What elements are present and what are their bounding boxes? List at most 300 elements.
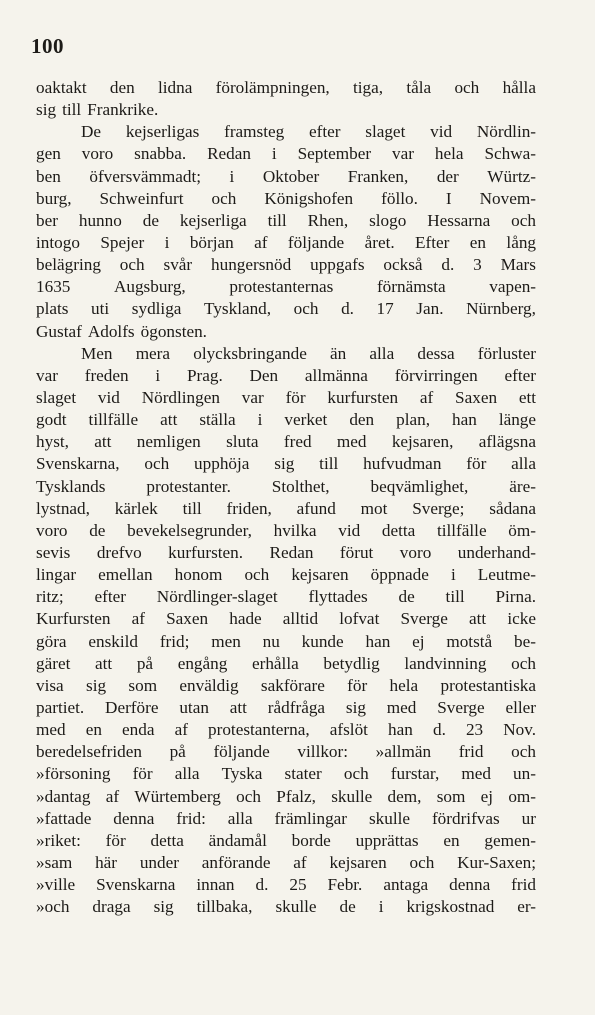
word: Leutme- bbox=[477, 565, 537, 585]
word: hela bbox=[389, 675, 419, 695]
word: Frankrike. bbox=[87, 100, 159, 120]
word: på bbox=[169, 742, 186, 762]
word: den bbox=[349, 410, 375, 430]
word: Den bbox=[249, 365, 279, 385]
word: I bbox=[445, 188, 452, 208]
word: tillfälle bbox=[436, 520, 487, 540]
word: frid bbox=[511, 875, 536, 895]
word: till bbox=[267, 210, 287, 230]
word: partiet. bbox=[36, 697, 85, 717]
word: frid bbox=[458, 742, 484, 762]
word: början bbox=[189, 232, 234, 252]
word: under bbox=[139, 852, 179, 872]
word: sig bbox=[274, 454, 295, 474]
word: öm- bbox=[508, 520, 536, 540]
word: mera bbox=[135, 343, 171, 363]
word: hyst, bbox=[36, 432, 69, 452]
word: verket bbox=[284, 410, 328, 430]
text-line bbox=[36, 476, 536, 498]
word: förluster bbox=[477, 343, 537, 363]
word: Svenskarna bbox=[96, 875, 176, 895]
word: uppgafs bbox=[310, 255, 365, 275]
word: 23 bbox=[465, 720, 484, 740]
word: Jan. bbox=[416, 299, 444, 319]
word: hvilka bbox=[273, 520, 317, 540]
word: stater bbox=[284, 764, 322, 784]
text-line bbox=[36, 608, 536, 630]
word: han bbox=[452, 410, 477, 430]
word: framsteg bbox=[224, 122, 285, 142]
word: »dantag bbox=[36, 786, 91, 806]
word: Nov. bbox=[503, 720, 537, 740]
word: Nürnberg, bbox=[466, 299, 536, 319]
word: i bbox=[155, 365, 161, 385]
word: att bbox=[95, 653, 113, 673]
word: eller bbox=[505, 697, 537, 717]
word: voro bbox=[81, 144, 114, 164]
word: bevekelsegrunder, bbox=[127, 520, 252, 540]
word: med bbox=[36, 720, 66, 740]
word: protestantiska bbox=[440, 675, 536, 695]
word: i bbox=[229, 166, 235, 186]
word: Sverge bbox=[437, 697, 485, 717]
word: Stolthet, bbox=[271, 476, 330, 496]
word: var bbox=[392, 144, 414, 164]
word: plan, bbox=[396, 410, 431, 430]
word: draga bbox=[92, 897, 131, 917]
text-line bbox=[36, 431, 536, 453]
word: var bbox=[241, 387, 264, 407]
word: af bbox=[174, 720, 188, 740]
word: göra bbox=[36, 631, 67, 651]
word: alltid bbox=[282, 609, 319, 629]
word: på bbox=[136, 653, 154, 673]
word: icke bbox=[507, 609, 536, 629]
word: godt bbox=[36, 410, 67, 430]
word: belägring bbox=[36, 255, 101, 275]
word: detta bbox=[381, 520, 416, 540]
word: ben bbox=[36, 166, 61, 186]
word: men bbox=[211, 631, 241, 651]
word: slaget bbox=[36, 387, 77, 407]
word: lång bbox=[506, 232, 537, 252]
word: 3 bbox=[473, 255, 482, 275]
text-line bbox=[36, 896, 536, 918]
word: af bbox=[419, 387, 434, 407]
text-line bbox=[36, 166, 536, 188]
word: som bbox=[436, 786, 466, 806]
word: motstå bbox=[446, 631, 493, 651]
word: un- bbox=[513, 764, 536, 784]
word: 25 bbox=[289, 875, 307, 895]
word: den bbox=[109, 78, 135, 97]
word: i bbox=[164, 232, 170, 252]
word: öfversvämmadt; bbox=[89, 166, 202, 186]
word: som bbox=[128, 675, 158, 695]
text-line bbox=[36, 343, 536, 365]
word: Svenskarna, bbox=[36, 454, 120, 474]
word: denna bbox=[113, 808, 155, 828]
text-line bbox=[36, 564, 536, 586]
word: Prag. bbox=[186, 365, 223, 385]
word: lidna bbox=[157, 78, 193, 97]
word: nemligen bbox=[136, 432, 201, 452]
word: Nördlingen bbox=[141, 387, 220, 407]
word: gäret bbox=[36, 653, 71, 673]
word: och bbox=[511, 210, 536, 230]
word: sevis bbox=[36, 542, 71, 562]
word: snabba. bbox=[134, 144, 187, 164]
word: frid: bbox=[176, 808, 206, 828]
word: Rhen, bbox=[307, 210, 349, 230]
word: för bbox=[132, 764, 153, 784]
word: vid bbox=[430, 122, 453, 142]
word: emellan bbox=[98, 565, 153, 585]
text-line bbox=[36, 741, 536, 763]
text-line bbox=[36, 276, 536, 298]
word: Derföre bbox=[105, 697, 159, 717]
word: Sverge; bbox=[412, 498, 465, 518]
text-line bbox=[36, 121, 536, 143]
word: beqvämlighet, bbox=[370, 476, 469, 496]
word: ej bbox=[480, 786, 494, 806]
word: friden, bbox=[226, 498, 272, 518]
word: sydliga bbox=[131, 299, 182, 319]
word: anförande bbox=[201, 852, 271, 872]
word: hade bbox=[229, 609, 262, 629]
word: vapen- bbox=[489, 277, 537, 297]
word: föllo. bbox=[381, 188, 418, 208]
word: de bbox=[398, 587, 415, 607]
word: Hessarna bbox=[427, 210, 491, 230]
word: till bbox=[182, 498, 202, 518]
word: att bbox=[229, 697, 247, 717]
word: Kurfursten bbox=[36, 609, 111, 629]
text-line bbox=[36, 298, 536, 320]
text-line bbox=[36, 210, 536, 232]
word: Königshofen bbox=[264, 188, 354, 208]
word: krigskostnad bbox=[406, 897, 495, 917]
word: d. bbox=[432, 720, 446, 740]
page-number: 100 bbox=[31, 34, 64, 58]
word: Redan bbox=[269, 542, 314, 562]
word: September bbox=[297, 144, 372, 164]
word: af bbox=[293, 852, 307, 872]
text-line bbox=[36, 254, 536, 276]
word: året. bbox=[364, 232, 395, 252]
word: förvirringen bbox=[394, 365, 478, 385]
word: Kur-Saxen; bbox=[457, 852, 537, 872]
word: tåla bbox=[406, 78, 432, 97]
word: denna bbox=[449, 875, 491, 895]
word: honom bbox=[174, 565, 223, 585]
word: Nördlinger-slaget bbox=[156, 587, 278, 607]
word: protestanternas bbox=[229, 277, 334, 297]
word: af bbox=[131, 609, 145, 629]
text-line bbox=[36, 232, 536, 254]
word: furstar, bbox=[390, 764, 440, 784]
text-line bbox=[36, 365, 536, 387]
word: förolämpningen, bbox=[215, 78, 330, 97]
word: protestanter. bbox=[146, 476, 231, 496]
word: kurfursten bbox=[327, 387, 399, 407]
word: hela bbox=[434, 144, 464, 164]
word: tiga, bbox=[353, 78, 384, 97]
word: förut bbox=[339, 542, 374, 562]
word: sig bbox=[36, 100, 57, 120]
text-line bbox=[36, 852, 536, 874]
word: öppnade bbox=[370, 565, 429, 585]
word: ej bbox=[412, 631, 425, 651]
word: i bbox=[271, 144, 277, 164]
text-line bbox=[36, 653, 536, 675]
word: »fattade bbox=[36, 808, 92, 828]
word: slaget bbox=[365, 122, 406, 142]
word: protestanterna, bbox=[208, 720, 310, 740]
word: plats bbox=[36, 299, 69, 319]
word: er- bbox=[517, 897, 537, 917]
word: ändamål bbox=[208, 830, 267, 850]
word: efter bbox=[504, 365, 536, 385]
word: slogo bbox=[369, 210, 407, 230]
word: Novem- bbox=[479, 188, 536, 208]
text-line bbox=[36, 786, 536, 808]
word: burg, bbox=[36, 188, 72, 208]
word: gemen- bbox=[484, 830, 536, 850]
word: han bbox=[388, 720, 413, 740]
word: Mars bbox=[500, 255, 536, 275]
word: freden bbox=[84, 365, 129, 385]
word: för bbox=[466, 454, 487, 474]
word: Würtemberg bbox=[134, 786, 221, 806]
word: utan bbox=[179, 697, 209, 717]
word: kejserligas bbox=[125, 122, 200, 142]
word: nu bbox=[262, 631, 280, 651]
word: Men bbox=[81, 343, 113, 363]
text-line bbox=[36, 520, 536, 542]
word: att bbox=[94, 432, 112, 452]
word: sig bbox=[86, 675, 107, 695]
word: allmänna bbox=[304, 365, 368, 385]
word: han bbox=[365, 631, 391, 651]
word: sig bbox=[345, 697, 366, 717]
word: engång bbox=[177, 653, 228, 673]
word: och bbox=[511, 653, 536, 673]
word: d. bbox=[341, 299, 354, 319]
word: lingar bbox=[36, 565, 77, 585]
text-line bbox=[36, 99, 536, 121]
word: sig bbox=[153, 897, 174, 917]
word: gen bbox=[36, 144, 61, 164]
text-line bbox=[36, 387, 536, 409]
word: svår bbox=[163, 255, 193, 275]
word: rådfråga bbox=[267, 697, 326, 717]
word: upphöja bbox=[194, 454, 250, 474]
word: till bbox=[319, 454, 339, 474]
word: Saxen bbox=[166, 609, 209, 629]
text-line bbox=[36, 77, 536, 99]
word: hungersnöd bbox=[211, 255, 292, 275]
word: »försoning bbox=[36, 764, 111, 784]
word: Schweinfurt bbox=[99, 188, 184, 208]
word: här bbox=[95, 852, 118, 872]
word: visa bbox=[36, 675, 64, 695]
word: för bbox=[285, 387, 306, 407]
word: erhålla bbox=[251, 653, 299, 673]
word: afslöt bbox=[329, 720, 368, 740]
word: Augsburg, bbox=[113, 277, 186, 297]
word: förnämsta bbox=[376, 277, 446, 297]
word: »riket: bbox=[36, 830, 81, 850]
word: hufvudman bbox=[363, 454, 442, 474]
word: att bbox=[469, 609, 487, 629]
word: af bbox=[254, 232, 268, 252]
text-line bbox=[36, 498, 536, 520]
word: hålla bbox=[502, 78, 536, 97]
word: Adolfs bbox=[87, 321, 135, 341]
word: landvinning bbox=[404, 653, 487, 673]
word: lystnad, bbox=[36, 498, 90, 518]
word: alla bbox=[227, 808, 253, 828]
text-line bbox=[36, 719, 536, 741]
word: Würtz- bbox=[487, 166, 536, 186]
word: kejsaren bbox=[291, 565, 349, 585]
word: och bbox=[409, 852, 435, 872]
word: ritz; bbox=[36, 587, 64, 607]
word: voro bbox=[399, 542, 432, 562]
word: följande bbox=[213, 742, 270, 762]
text-line bbox=[36, 763, 536, 785]
word: en bbox=[469, 232, 487, 252]
text-line bbox=[36, 321, 536, 343]
word: Tyska bbox=[221, 764, 263, 784]
word: Sverge bbox=[400, 609, 448, 629]
word: af bbox=[105, 786, 120, 806]
word: med bbox=[461, 764, 491, 784]
word: en bbox=[443, 830, 460, 850]
text-line bbox=[36, 697, 536, 719]
word: Pirna. bbox=[495, 587, 537, 607]
word: aflägsna bbox=[478, 432, 536, 452]
word: var bbox=[36, 365, 58, 385]
word: uti bbox=[91, 299, 110, 319]
word: alla bbox=[369, 343, 395, 363]
word: och bbox=[511, 742, 536, 762]
word: skulle bbox=[331, 786, 373, 806]
word: och bbox=[244, 565, 270, 585]
text-line bbox=[36, 143, 536, 165]
word: ögonsten. bbox=[140, 321, 207, 341]
word: 1635 bbox=[36, 277, 71, 297]
text-line bbox=[36, 808, 536, 830]
word: lofvat bbox=[339, 609, 380, 629]
word: tillfälle bbox=[88, 410, 139, 430]
word: alla bbox=[174, 764, 200, 784]
word: underhand- bbox=[457, 542, 537, 562]
word: Spejer bbox=[100, 232, 145, 252]
word: i bbox=[378, 897, 384, 917]
word: ur bbox=[521, 808, 536, 828]
word: »och bbox=[36, 897, 70, 917]
word: flyttades bbox=[308, 587, 368, 607]
word: upprättas bbox=[355, 830, 419, 850]
word: sluta bbox=[226, 432, 259, 452]
word: de bbox=[339, 897, 356, 917]
word: att bbox=[160, 410, 178, 430]
word: och bbox=[236, 786, 261, 806]
word: i bbox=[257, 410, 263, 430]
word: vid bbox=[338, 520, 361, 540]
word: 17 bbox=[376, 299, 394, 319]
text-line bbox=[36, 188, 536, 210]
word: sådana bbox=[489, 498, 537, 518]
word: skulle bbox=[275, 897, 317, 917]
text-line bbox=[36, 542, 536, 564]
word: ställa bbox=[199, 410, 236, 430]
text-line bbox=[36, 631, 536, 653]
word: Tysklands bbox=[36, 476, 106, 496]
word: Gustaf bbox=[36, 321, 82, 341]
word: villkor: bbox=[297, 742, 349, 762]
word: sakförare bbox=[260, 675, 325, 695]
word: Saxen bbox=[455, 387, 498, 407]
word: och bbox=[293, 299, 319, 319]
word: afund bbox=[296, 498, 336, 518]
word: kejsaren, bbox=[391, 432, 454, 452]
word: kärlek bbox=[114, 498, 158, 518]
word: Redan bbox=[207, 144, 252, 164]
word: dem, bbox=[387, 786, 422, 806]
word: alla bbox=[511, 454, 536, 474]
word: med bbox=[336, 432, 367, 452]
word: Febr. bbox=[327, 875, 363, 895]
word: i bbox=[450, 565, 456, 585]
word: be- bbox=[513, 631, 536, 651]
word: tillbaka, bbox=[196, 897, 253, 917]
word: till bbox=[445, 587, 465, 607]
text-line bbox=[36, 453, 536, 475]
word: ett bbox=[518, 387, 537, 407]
word: länge bbox=[498, 410, 537, 430]
word: antaga bbox=[383, 875, 429, 895]
word: kunde bbox=[301, 631, 344, 651]
word: skulle bbox=[368, 808, 411, 828]
word: Nördlin- bbox=[476, 122, 537, 142]
word: än bbox=[330, 343, 347, 363]
word: hunno bbox=[78, 210, 122, 230]
word: »ville bbox=[36, 875, 76, 895]
body-text bbox=[36, 77, 536, 918]
word: oaktakt bbox=[36, 78, 87, 97]
word: enskild bbox=[88, 631, 139, 651]
word: fördrifvas bbox=[431, 808, 500, 828]
word: Schwa- bbox=[484, 144, 536, 164]
word: kurfursten. bbox=[168, 542, 244, 562]
word: betydlig bbox=[323, 653, 380, 673]
word: detta bbox=[150, 830, 184, 850]
word: ber bbox=[36, 210, 58, 230]
word: beredelsefriden bbox=[36, 742, 142, 762]
word: och bbox=[454, 78, 480, 97]
word: Franken, bbox=[347, 166, 409, 186]
word: med bbox=[386, 697, 417, 717]
text-line bbox=[36, 675, 536, 697]
word: kejsaren bbox=[329, 852, 387, 872]
word: äre- bbox=[509, 476, 536, 496]
word: kejserliga bbox=[179, 210, 247, 230]
word: voro bbox=[36, 520, 68, 540]
word: fred bbox=[283, 432, 312, 452]
